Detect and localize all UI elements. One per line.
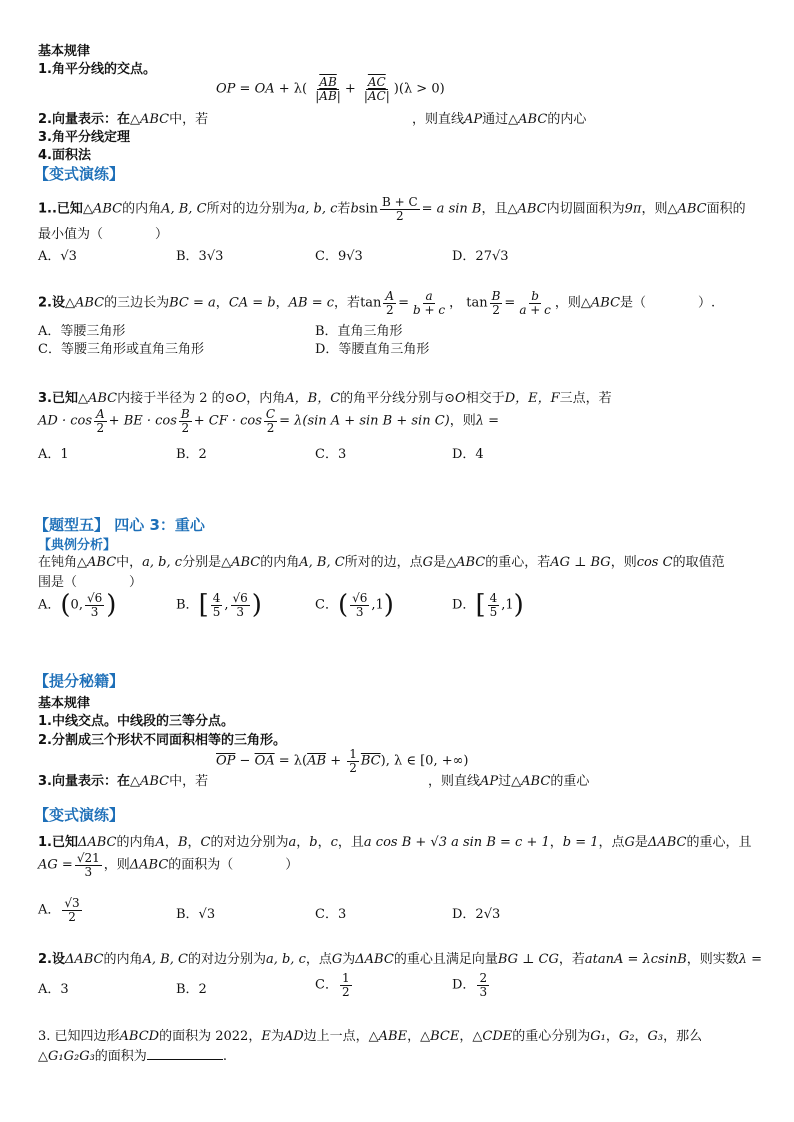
rule-4: 4.面积法 <box>38 148 91 163</box>
q1-line2: 最小值为（ ） <box>38 227 169 242</box>
incenter-vector-formula: OP = OA + λ( $\frac{\overline{AB}}{|\overline{AB}|}$ + $\frac{\overline{AC}}{|\overline{AC}|}$ )(λ > 0) <box>216 75 445 103</box>
q2-line1: 2.设△ABC的三边长为BC = a，CA = b，AB = c，若tan $\frac{A}{2}$ = $\frac{a}{b + c}$ ， tan $\frac{B}{2}$ = $\frac{b}{a + c}$ ，则△ABC是（ ）. <box>38 289 716 317</box>
tips-rule-3: 3.向量表示：在△ABC中，若 <box>38 774 209 789</box>
v2-option-c[interactable]: C． $\frac{1}{2}$ <box>315 971 350 999</box>
answer-blank[interactable] <box>147 1059 223 1060</box>
variant-practice-title: 【变式演练】 <box>34 165 125 183</box>
v1-option-c[interactable]: C．3 <box>315 907 347 922</box>
example-analysis-title: 【典例分析】 <box>38 538 117 553</box>
example-option-c[interactable]: C．( $\frac{√6}{3}$ ,1) <box>315 590 394 621</box>
tips-rule-2: 2.分割成三个形状不同面积相等的三角形。 <box>38 733 286 748</box>
v1-option-d[interactable]: D．2√3 <box>452 907 501 922</box>
q2-option-a[interactable]: A．等腰三角形 <box>38 324 126 339</box>
v2-option-a[interactable]: A．3 <box>38 982 69 997</box>
example-line2: 围是（ ） <box>38 575 143 590</box>
v1-line2: AG = $\frac{√21}{3}$ ，则ΔABC的面积为（ ） <box>38 851 299 879</box>
example-option-a[interactable]: A．(0, $\frac{√6}{3}$ ) <box>38 590 117 621</box>
q1-option-b[interactable]: B．3√3 <box>176 249 224 264</box>
v1-option-b[interactable]: B．√3 <box>176 907 216 922</box>
q1-option-d[interactable]: D．27√3 <box>452 249 509 264</box>
rules-heading: 基本规律 <box>38 44 91 59</box>
q1-option-c[interactable]: C．9√3 <box>315 249 363 264</box>
example-line1: 在钝角△ABC中，a, b, c分别是△ABC的内角A, B, C所对的边，点G是△ABC的重心，若AG ⊥ BG，则cos C的取值范 <box>38 555 725 570</box>
tips-rule-1: 1.中线交点。中线段的三等分点。 <box>38 714 234 729</box>
v3-line1: 3. 已知四边形ABCD的面积为 2022，E为AD边上一点，△ABE，△BCE，△CDE的重心分别为G₁，G₂，G₃，那么 <box>38 1029 703 1044</box>
tips-title: 【提分秘籍】 <box>34 672 125 690</box>
centroid-vector-formula: $\overline{OP} - \overline{OA} = \lambda(\overline{AB}$ + $\frac{1}{2}$ $\overline{BC}$), λ ∈ [0, +∞) <box>216 747 469 775</box>
q3-option-c[interactable]: C．3 <box>315 447 347 462</box>
variant-practice-title-2: 【变式演练】 <box>34 806 125 824</box>
q3-option-a[interactable]: A．1 <box>38 447 69 462</box>
q1-line1: 1..已知△ABC的内角A, B, C所对的边分别为a, b, c若bsin $\frac{B + C}{2}$ = a sin B，且△ABC内切圆面积为9π，则△ABC面积的 <box>38 195 746 223</box>
example-option-d[interactable]: D．[ $\frac{4}{5}$ ,1) <box>452 590 524 621</box>
tips-rule-3-tail: ，则直线AP过△ABC的重心 <box>428 774 590 789</box>
v2-line1: 2.设ΔABC的内角A, B, C的对边分别为a, b, c，点G为ΔABC的重心且满足向量BG ⊥ CG，若atanA = λcsinB，则实数λ = <box>38 952 763 967</box>
v3-line2: △G₁G₂G₃的面积为 . <box>38 1049 227 1064</box>
v2-option-d[interactable]: D． $\frac{2}{3}$ <box>452 971 488 999</box>
v1-option-a[interactable]: A． $\frac{√3}{2}$ <box>38 896 80 924</box>
type-five-title: 【题型五】 四心 3：重心 <box>34 516 205 534</box>
rule-3: 3.角平分线定理 <box>38 130 130 145</box>
q2-option-c[interactable]: C．等腰三角形或直角三角形 <box>38 342 204 357</box>
q3-option-d[interactable]: D．4 <box>452 447 484 462</box>
q3-option-b[interactable]: B．2 <box>176 447 207 462</box>
q1-option-a[interactable]: A．√3 <box>38 249 77 264</box>
q3-line2: AD · cos $\frac{A}{2}$ + BE · cos $\frac{B}{2}$ + CF · cos $\frac{C}{2}$ = λ(sin A + sin B + sin C)，则λ = <box>38 407 500 435</box>
rule-2-tail: ，则直线AP通过△ABC的内心 <box>412 112 587 127</box>
rule-1: 1.角平分线的交点。 <box>38 62 156 77</box>
q2-option-b[interactable]: B．直角三角形 <box>315 324 403 339</box>
example-option-b[interactable]: B．[ $\frac{4}{5}$ , $\frac{√6}{3}$ ) <box>176 590 262 621</box>
q3-line1: 3.已知△ABC内接于半径为 2 的⊙O，内角A，B，C的角平分线分别与⊙O相交于D，E，F三点，若 <box>38 391 612 406</box>
v2-option-b[interactable]: B．2 <box>176 982 207 997</box>
v1-line1: 1.已知ΔABC的内角A，B，C的对边分别为a，b，c，且a cos B + √3 a sin B = c + 1，b = 1，点G是ΔABC的重心，且 <box>38 835 752 850</box>
rule-2: 2.向量表示：在△ABC中，若 <box>38 112 209 127</box>
q2-option-d[interactable]: D．等腰直角三角形 <box>315 342 430 357</box>
tips-heading: 基本规律 <box>38 696 91 711</box>
